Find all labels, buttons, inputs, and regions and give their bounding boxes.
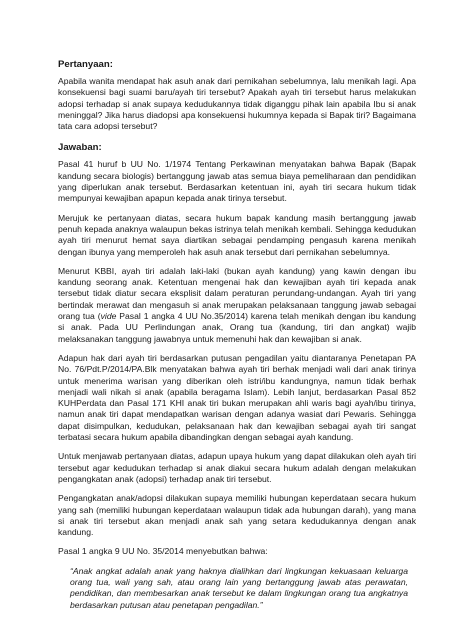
answer-heading: Jawaban: [58, 142, 102, 154]
answer-paragraph-6: Pengangkatan anak/adopsi dilakukan supaya memiliki hubungan keperdataan secara hukum yang sah (memiliki hubungan keperdataan walaupun tidak ada hubungan darah), yang mana si anak tiri tersebut akan menjadi anak sah yang setara kedudukannya dengan anak kandung. [58, 493, 416, 538]
answer-paragraph-4: Adapun hak dari ayah tiri berdasarkan putusan pengadilan yaitu diantaranya Penetapan PA No. 76/Pdt.P/2014/PA.Blk menyatakan bahwa ayah tiri berhak menjadi wali dari anak tirinya untuk menerima warisan yang diberikan oleh istri/ibu kandungnya, namun tidak berhak menjadi wali nikah si anak (apabila beragama Islam). Lebih lanjut, berdasarkan Pasal 852 KUHPerdata dan Pasal 171 KHI anak tiri bukan merupakan ahli waris bagi ayah/ibu tirinya, namun anak tiri dapat mendapatkan warisan dengan adanya wasiat dari Pewaris. Sehingga dapat disimpulkan, kedudukan, pelaksanaan hak dan kewajiban sebagai ayah tiri sangat terbatasi secara hukum apabila dibandingkan dengan sebagai ayah kandung. [58, 352, 416, 443]
question-paragraph: Apabila wanita mendapat hak asuh anak dari pernikahan sebelumnya, lalu menikah lagi. Apa konsekuensi bagi suami baru/ayah tiri tersebut? Apakah ayah tiri tersebut harus melakukan adopsi terhadap si anak supaya kedudukannya tidak diganggu pihak lain apabila Ibu si anak meninggal? Jika harus diadopsi apa konsekuensi hukumnya kepada si Bapak tiri? Bagaimana tata cara adopsi tersebut? [58, 76, 416, 132]
answer-paragraph-2: Merujuk ke pertanyaan diatas, secara hukum bapak kandung masih bertanggung jawab penuh kepada anaknya walaupun bekas istrinya telah menikah kembali. Sehingga kedudukan ayah tiri menurut hemat saya diartikan sebagai pendamping pengasuh karena menikah dengan ibunya yang memperoleh hak asuh anak tersebut dari pernikahan sebelumnya. [58, 212, 416, 257]
answer-paragraph-3-part-a: Menurut KBBI, ayah tiri adalah laki-laki (bukan ayah kandung) yang kawin dengan ibu kandung seorang anak. Ketentuan mengenai hak dan kewajiban ayah tiri kepada anak tersebut tidak diatur secara eksplisit dalam peraturan perundang-undangan. Ayah tiri yang bertindak merawat dan mengasuh si anak merupakan pelaksanaan tanggung jawab sebagai orang tua ( [58, 265, 416, 322]
vide-term: vide [100, 311, 117, 322]
answer-paragraph-5: Untuk menjawab pertanyaan diatas, adapun upaya hukum yang dapat dilakukan oleh ayah tiri tersebut agar kedudukan terhadap si anak diakui secara hukum adalah dengan melakukan pengangkatan anak (adopsi) terhadap anak tiri tersebut. [58, 451, 416, 484]
legal-quote: “Anak angkat adalah anak yang haknya dialihkan dari lingkungan kekuasaan keluarga orang tua, wali yang sah, atau orang lain yang bertanggung jawab atas perawatan, pendidikan, dan membesarkan anak tersebut ke dalam lingkungan orang tua angkatnya berdasarkan putusan atau penetapan pengadilan.” [70, 565, 408, 610]
answer-paragraph-1: Pasal 41 huruf b UU No. 1/1974 Tentang Perkawinan menyatakan bahwa Bapak (Bapak kandung secara biologis) bertanggung jawab atas semua biaya pemeliharaan dan pendidikan yang diperlukan anak tersebut. Berdasarkan ketentuan ini, ayah tiri secara hukum tidak mempunyai kewajiban apapun kepada anak tirinya tersebut. [58, 159, 416, 204]
answer-paragraph-3 [58, 266, 416, 345]
answer-paragraph-3-part-b: Pasal 1 angka 4 UU No.35/2014) karena telah menikah dengan ibu kandung si anak. Pada UU Perlindungan anak, Orang tua (kandung, tiri dan angkat) wajib melaksanakan tanggung jawabnya untuk memenuhi hak dan kewajiban si anak. [58, 311, 416, 344]
question-heading: Pertanyaan: [58, 59, 113, 70]
answer-paragraph-7: Pasal 1 angka 9 UU No. 35/2014 menyebutkan bahwa: [58, 546, 268, 557]
